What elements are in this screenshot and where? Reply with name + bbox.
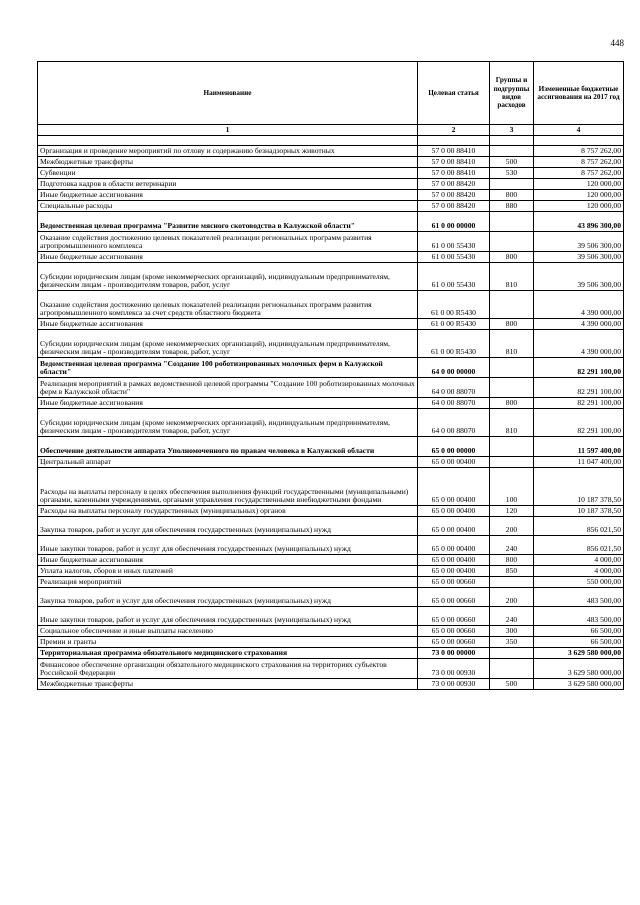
row-code: 57 0 00 88420 xyxy=(418,201,490,212)
row-amount: 856 021,50 xyxy=(534,517,624,536)
table-row xyxy=(38,157,624,168)
table-row xyxy=(38,607,624,626)
table-row xyxy=(38,648,624,659)
row-group xyxy=(490,378,534,398)
row-name: Расходы на выплаты персоналу государственных (муниципальных) органов xyxy=(38,506,418,517)
table-row xyxy=(38,679,624,690)
row-group: 500 xyxy=(490,679,534,690)
row-amount: 8 757 262,00 xyxy=(534,157,624,168)
row-name: Иные закупки товаров, работ и услуг для обеспечения государственных (муниципальных) нужд xyxy=(38,607,418,626)
row-amount: 43 896 300,00 xyxy=(534,212,624,232)
row-code: 65 0 00 00400 xyxy=(418,457,490,468)
row-amount: 39 506 300,00 xyxy=(534,263,624,291)
table-row xyxy=(38,201,624,212)
row-code: 57 0 00 88420 xyxy=(418,179,490,190)
row-group: 800 xyxy=(490,555,534,566)
table-row xyxy=(38,506,624,517)
row-name: Иные бюджетные ассигнования xyxy=(38,555,418,566)
table-row xyxy=(38,179,624,190)
table-row xyxy=(38,536,624,555)
table-row xyxy=(38,252,624,263)
row-amount: 120 000,00 xyxy=(534,201,624,212)
row-name: Обеспечение деятельности аппарата Уполномоченного по правам человека в Калужской области xyxy=(38,437,418,457)
row-code: 65 0 00 00400 xyxy=(418,506,490,517)
header-article: Целевая статья xyxy=(418,62,490,125)
row-code: 73 0 00 00000 xyxy=(418,648,490,659)
table-row xyxy=(38,566,624,577)
table-row xyxy=(38,555,624,566)
row-amount: 120 000,00 xyxy=(534,190,624,201)
budget-table xyxy=(37,61,624,690)
row-code: 65 0 00 00660 xyxy=(418,577,490,588)
table-row xyxy=(38,468,624,506)
row-code: 65 0 00 00660 xyxy=(418,637,490,648)
row-code: 61 0 00 55430 xyxy=(418,263,490,291)
row-name: Закупка товаров, работ и услуг для обеспечения государственных (муниципальных) нужд xyxy=(38,588,418,607)
row-amount: 4 390 000,00 xyxy=(534,319,624,330)
row-name: Премии и гранты xyxy=(38,637,418,648)
row-amount: 4 390 000,00 xyxy=(534,330,624,358)
row-code: 61 0 00 55430 xyxy=(418,252,490,263)
row-name: Субсидии юридическим лицам (кроме некоммерческих организаций), индивидуальным предпринимателям, физическим лицам - производителям товаров, работ, услуг xyxy=(38,330,418,358)
row-amount: 8 757 262,00 xyxy=(534,146,624,157)
table-row xyxy=(38,457,624,468)
row-name: Оказание содействия достижению целевых показателей реализации региональных программ развития агропромышленного комплекса xyxy=(38,232,418,252)
row-group: 350 xyxy=(490,637,534,648)
table-row xyxy=(38,146,624,157)
row-code: 64 0 00 88070 xyxy=(418,409,490,437)
row-name: Финансовое обеспечение организации обязательного медицинского страхования на территориях субъектов Российской Федерации xyxy=(38,659,418,679)
row-name: Организация и проведение мероприятий по отлову и содержанию безнадзорных животных xyxy=(38,146,418,157)
row-group: 810 xyxy=(490,330,534,358)
row-group: 120 xyxy=(490,506,534,517)
row-name: Ведомственная целевая программа "Развитие мясного скотоводства в Калужской области" xyxy=(38,212,418,232)
row-name: Реализация мероприятий в рамках ведомственной целевой программы "Создание 100 роботизированных молочных ферм в Калужской области" xyxy=(38,378,418,398)
table-row xyxy=(38,517,624,536)
row-group: 200 xyxy=(490,517,534,536)
column-number: 1 xyxy=(38,125,418,136)
row-code: 61 0 00 55430 xyxy=(418,232,490,252)
row-code: 65 0 00 00660 xyxy=(418,607,490,626)
row-code: 64 0 00 88070 xyxy=(418,398,490,409)
row-amount: 8 757 262,00 xyxy=(534,168,624,179)
header-name: Наименование xyxy=(38,62,418,125)
column-number-row xyxy=(38,125,624,136)
row-name: Ведомственная целевая программа "Создание 100 роботизированных молочных ферм в Калужской области" xyxy=(38,358,418,378)
row-group xyxy=(490,212,534,232)
row-code: 64 0 00 00000 xyxy=(418,358,490,378)
row-code: 65 0 00 00400 xyxy=(418,566,490,577)
row-group: 880 xyxy=(490,201,534,212)
row-group: 800 xyxy=(490,319,534,330)
row-name: Иные бюджетные ассигнования xyxy=(38,252,418,263)
row-amount: 3 629 580 000,00 xyxy=(534,648,624,659)
row-code: 61 0 00 R5430 xyxy=(418,330,490,358)
row-name: Межбюджетные трансферты xyxy=(38,679,418,690)
table-row xyxy=(38,330,624,358)
row-code: 57 0 00 88410 xyxy=(418,168,490,179)
row-name: Уплата налогов, сборов и иных платежей xyxy=(38,566,418,577)
row-amount: 66 500,00 xyxy=(534,637,624,648)
row-name: Иные бюджетные ассигнования xyxy=(38,398,418,409)
row-group xyxy=(490,358,534,378)
row-amount: 550 000,00 xyxy=(534,577,624,588)
row-group xyxy=(490,437,534,457)
row-amount: 856 021,50 xyxy=(534,536,624,555)
row-name: Расходы на выплаты персоналу в целях обеспечения выполнения функций государственными (муниципальными) органами, казенными учреждениями, органами управления государственными внебюджетными фондами xyxy=(38,468,418,506)
row-amount: 4 390 000,00 xyxy=(534,291,624,319)
table-row xyxy=(38,212,624,232)
row-name: Реализация мероприятий xyxy=(38,577,418,588)
row-name: Подготовка кадров в области ветеринарии xyxy=(38,179,418,190)
row-name: Субсидии юридическим лицам (кроме некоммерческих организаций), индивидуальным предпринимателям, физическим лицам - производителям товаров, работ, услуг xyxy=(38,263,418,291)
row-amount: 39 506 300,00 xyxy=(534,252,624,263)
row-code: 57 0 00 88420 xyxy=(418,190,490,201)
column-number: 2 xyxy=(418,125,490,136)
row-name: Оказание содействия достижению целевых показателей реализации региональных программ развития агропромышленного комплекса за счет средств областного бюджета xyxy=(38,291,418,319)
row-code: 65 0 00 00400 xyxy=(418,555,490,566)
row-amount: 82 291 100,00 xyxy=(534,398,624,409)
row-group: 240 xyxy=(490,536,534,555)
row-group xyxy=(490,232,534,252)
row-name: Иные бюджетные ассигнования xyxy=(38,190,418,201)
header-amount: Измененные бюджетные ассигнования на 2017 год xyxy=(534,62,624,125)
table-row xyxy=(38,588,624,607)
row-group: 800 xyxy=(490,252,534,263)
row-code: 65 0 00 00400 xyxy=(418,517,490,536)
row-name: Иные бюджетные ассигнования xyxy=(38,319,418,330)
row-code: 65 0 00 00660 xyxy=(418,588,490,607)
table-row xyxy=(38,398,624,409)
row-name: Закупка товаров, работ и услуг для обеспечения государственных (муниципальных) нужд xyxy=(38,517,418,536)
row-code: 61 0 00 00000 xyxy=(418,212,490,232)
row-amount: 39 506 300,00 xyxy=(534,232,624,252)
row-amount: 4 000,00 xyxy=(534,555,624,566)
row-group xyxy=(490,291,534,319)
table-row xyxy=(38,378,624,398)
row-code: 61 0 00 R5430 xyxy=(418,291,490,319)
row-name: Специальные расходы xyxy=(38,201,418,212)
table-row xyxy=(38,168,624,179)
row-amount: 483 500,00 xyxy=(534,607,624,626)
row-code: 57 0 00 88410 xyxy=(418,157,490,168)
table-row xyxy=(38,659,624,679)
table-row xyxy=(38,190,624,201)
row-group xyxy=(490,146,534,157)
row-amount: 10 187 378,50 xyxy=(534,506,624,517)
column-number: 3 xyxy=(490,125,534,136)
row-amount: 120 000,00 xyxy=(534,179,624,190)
row-group: 800 xyxy=(490,398,534,409)
row-code: 64 0 00 88070 xyxy=(418,378,490,398)
row-amount: 66 500,00 xyxy=(534,626,624,637)
row-group: 500 xyxy=(490,157,534,168)
row-group: 810 xyxy=(490,263,534,291)
row-name: Субсидии юридическим лицам (кроме некоммерческих организаций), индивидуальным предпринимателям, физическим лицам - производителям товаров, работ, услуг xyxy=(38,409,418,437)
spacer-row xyxy=(38,136,624,146)
row-group: 200 xyxy=(490,588,534,607)
row-group: 300 xyxy=(490,626,534,637)
row-amount: 82 291 100,00 xyxy=(534,378,624,398)
table-row xyxy=(38,358,624,378)
row-amount: 4 000,00 xyxy=(534,566,624,577)
row-code: 57 0 00 88410 xyxy=(418,146,490,157)
row-code: 61 0 00 R5430 xyxy=(418,319,490,330)
table-row xyxy=(38,626,624,637)
row-code: 65 0 00 00400 xyxy=(418,536,490,555)
table-row xyxy=(38,291,624,319)
row-amount: 11 047 400,00 xyxy=(534,457,624,468)
table-header-row xyxy=(38,62,624,125)
row-amount: 82 291 100,00 xyxy=(534,358,624,378)
page-number: 448 xyxy=(610,38,624,48)
column-number: 4 xyxy=(534,125,624,136)
table-row xyxy=(38,637,624,648)
table-row xyxy=(38,319,624,330)
row-group: 530 xyxy=(490,168,534,179)
row-code: 65 0 00 00400 xyxy=(418,468,490,506)
row-amount: 483 500,00 xyxy=(534,588,624,607)
row-name: Иные закупки товаров, работ и услуг для обеспечения государственных (муниципальных) нужд xyxy=(38,536,418,555)
row-name: Центральный аппарат xyxy=(38,457,418,468)
row-group: 800 xyxy=(490,190,534,201)
row-amount: 10 187 378,50 xyxy=(534,468,624,506)
table-row xyxy=(38,437,624,457)
row-group: 850 xyxy=(490,566,534,577)
row-group xyxy=(490,659,534,679)
row-amount: 3 629 580 000,00 xyxy=(534,679,624,690)
row-group: 100 xyxy=(490,468,534,506)
header-groups: Группы и подгруппы видов расходов xyxy=(490,62,534,125)
row-amount: 11 597 400,00 xyxy=(534,437,624,457)
row-name: Межбюджетные трансферты xyxy=(38,157,418,168)
row-code: 65 0 00 00660 xyxy=(418,626,490,637)
row-group: 810 xyxy=(490,409,534,437)
row-name: Территориальная программа обязательного медицинского страхования xyxy=(38,648,418,659)
row-code: 73 0 00 00930 xyxy=(418,659,490,679)
row-amount: 82 291 100,00 xyxy=(534,409,624,437)
row-group xyxy=(490,179,534,190)
table-row xyxy=(38,409,624,437)
row-name: Субвенции xyxy=(38,168,418,179)
row-code: 73 0 00 00930 xyxy=(418,679,490,690)
table-row xyxy=(38,577,624,588)
row-group: 240 xyxy=(490,607,534,626)
table-row xyxy=(38,263,624,291)
row-name: Социальное обеспечение и иные выплаты населению xyxy=(38,626,418,637)
row-amount: 3 629 580 000,00 xyxy=(534,659,624,679)
row-group xyxy=(490,457,534,468)
row-group xyxy=(490,577,534,588)
table-row xyxy=(38,232,624,252)
row-code: 65 0 00 00000 xyxy=(418,437,490,457)
row-group xyxy=(490,648,534,659)
